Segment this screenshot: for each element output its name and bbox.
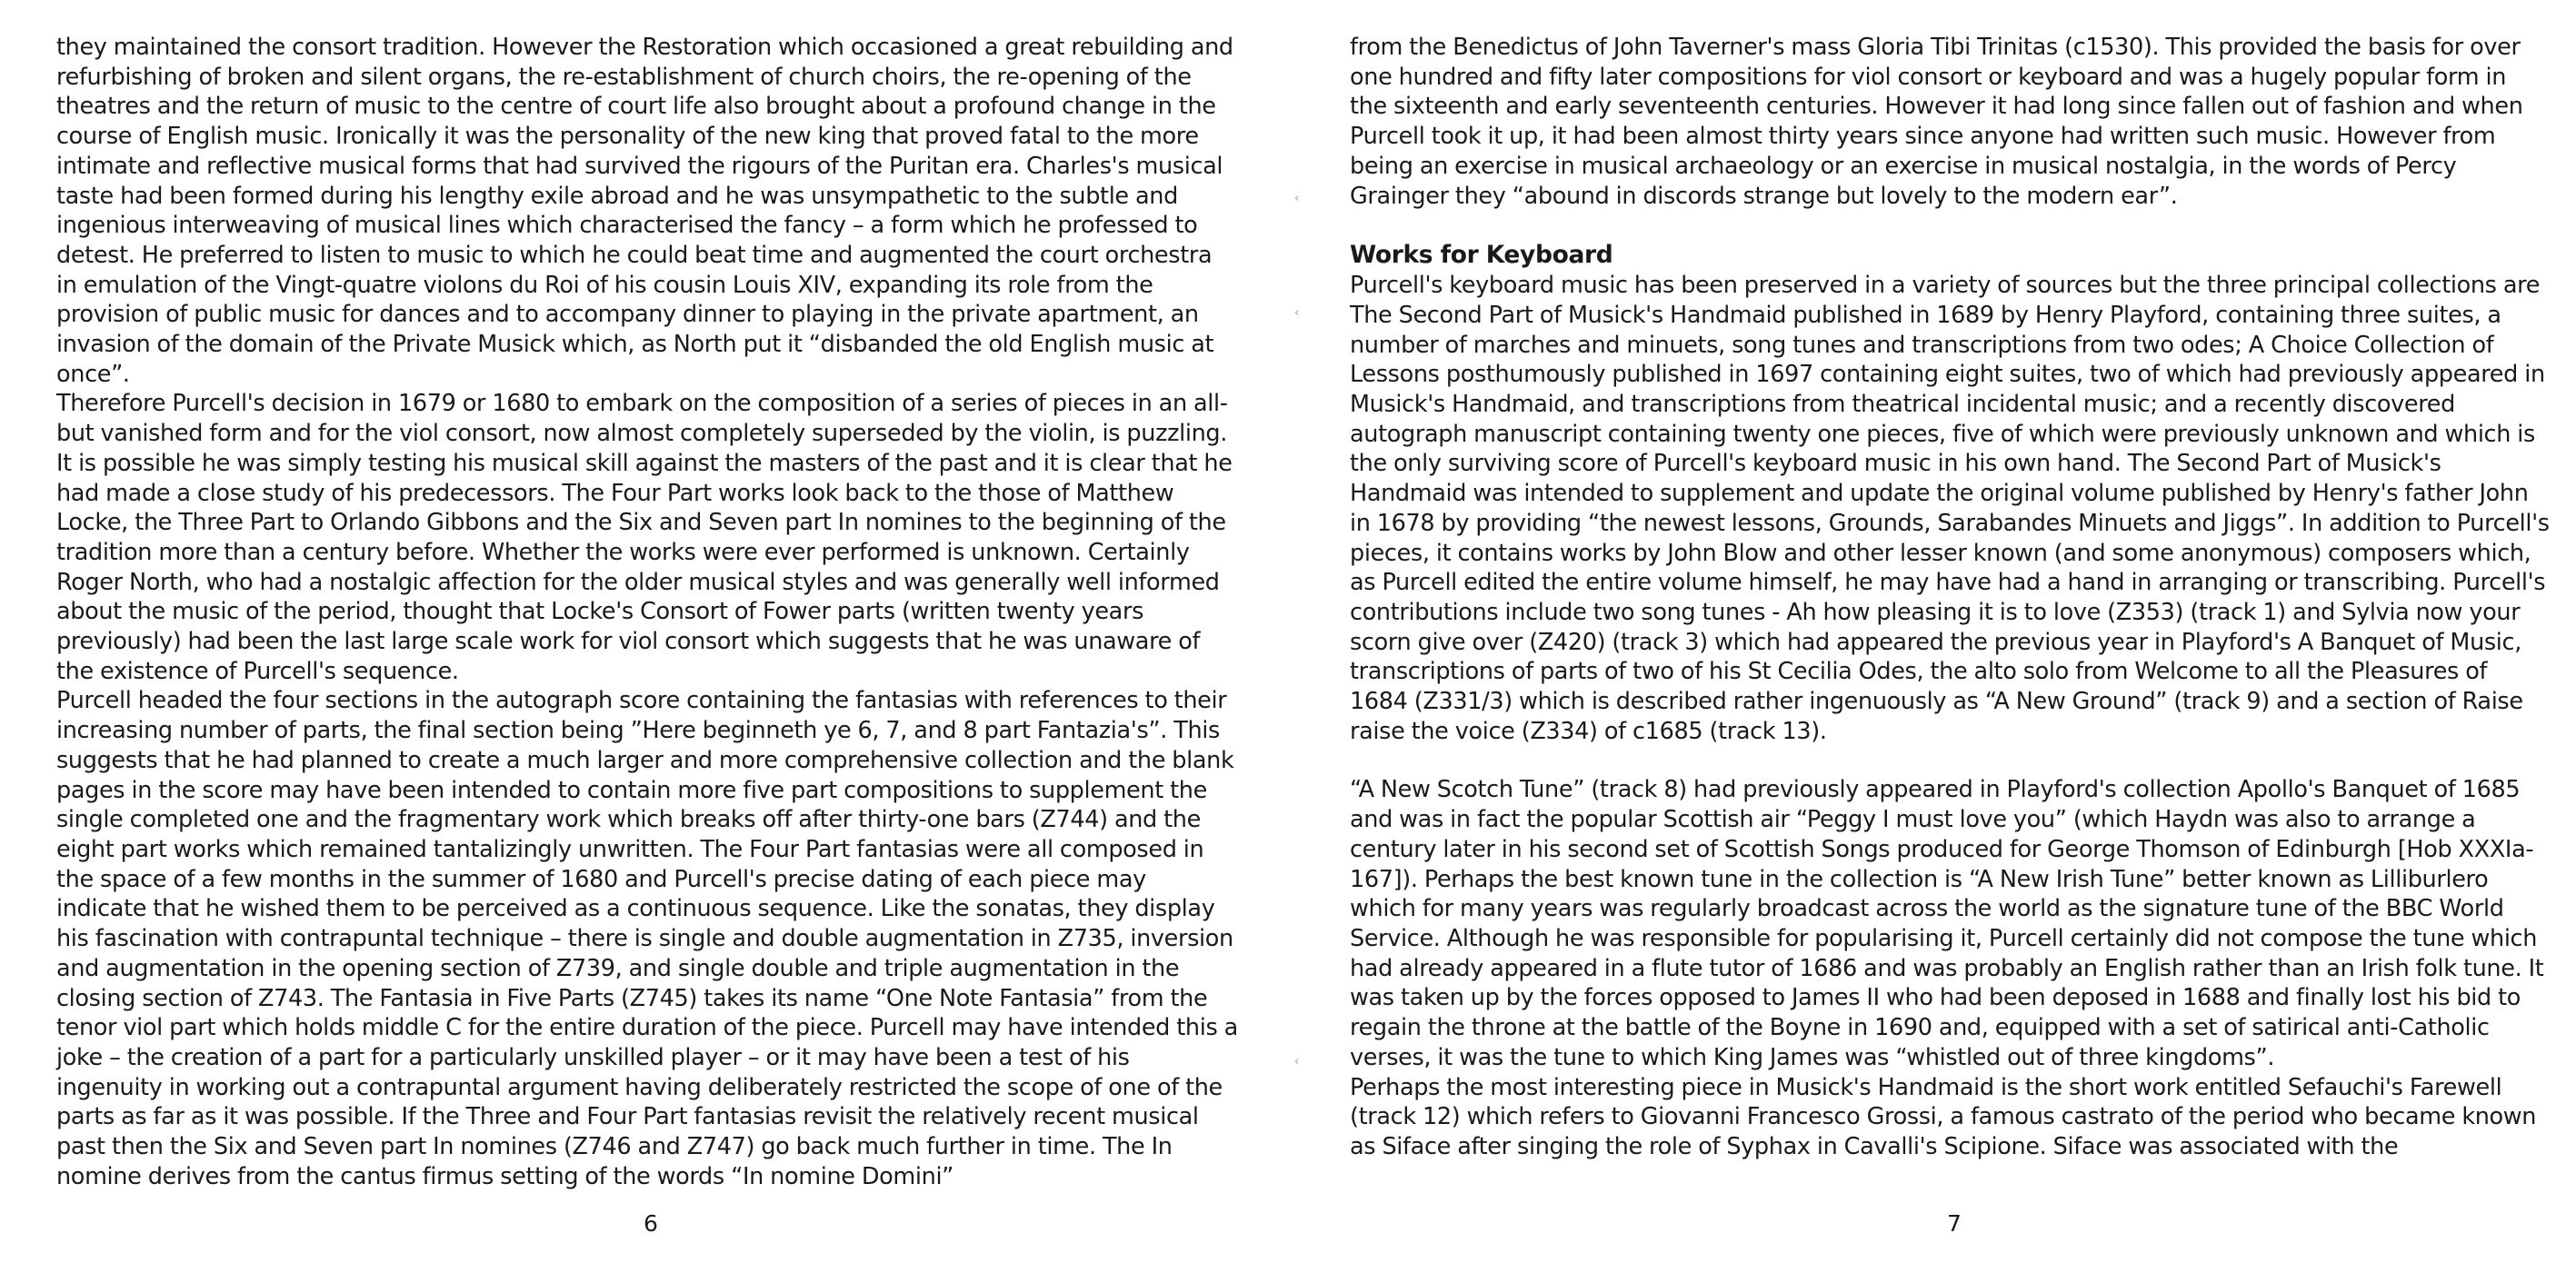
page-number-right: 7 [1947,1210,1962,1237]
right-text-column [1350,33,2550,1162]
section-heading: Works for Keyboard [1350,241,1613,270]
right-page [1288,0,2576,1273]
margin-mark: ‹ [1294,1055,1300,1069]
paragraph-restoration: they maintained the consort tradition. However the Restoration which occasioned a great rebuilding and refurbishing of broken and silent organs, the re-establishment of church choirs, the re-opening of the theatres and the return of music to the centre of court life also brought about a profound change in the course of English music. Ironically it was the personality of the new king that proved fatal to the more intimate and reflective musical forms that had survived the rigours of the Puritan era. Charles's musical taste had been formed during his lengthy exile abroad and he was unsympathetic to the subtle and ingenious interweaving of musical lines which characterised the fancy – a form which he professed to detest. He preferred to listen to music to which he could beat time and augmented the court orchestra in emulation of the Vingt-quatre violons du Roi of his cousin Louis XIV, expanding its role from the provision of public music for dances and to accompany dinner to playing in the private apartment, an invasion of the domain of the Private Musick which, as North put it “disbanded the old English music at once”. [56,34,1233,388]
paragraph-gap [1350,211,2550,240]
margin-mark: ‹ [1294,306,1300,320]
paragraph-sefauchi: Perhaps the most interesting piece in Musick's Handmaid is the short work entitled Sefauchi's Farewell (track 12) which refers to Giovanni Francesco Grossi, a famous castrato of the period who became known as Siface after singing the role of Syphax in Cavalli's Scipione. Siface was associated with the [1350,1073,2537,1160]
paragraph-purcell-decision: Therefore Purcell's decision in 1679 or 1680 to embark on the composition of a series of pieces in an all-but vanished form and for the viol consort, now almost completely superseded by the violin, is puzzling. It is possible he was simply testing his musical skill against the masters of the past and it is clear that he had made a close study of his predecessors. The Four Part works look back to the those of Matthew Locke, the Three Part to Orlando Gibbons and the Six and Seven part In nomines to the beginning of the tradition more than a century before. Whether the works were ever performed is unknown. Certainly Roger North, who had a nostalgic affection for the older musical styles and was generally well informed about the music of the period, thought that Locke's Consort of Fower parts (written twenty years previously) had been the last large scale work for viol consort which suggests that he was unaware of the existence of Purcell's sequence. [56,390,1233,685]
paragraph-autograph-score: Purcell headed the four sections in the autograph score containing the fantasias with references to their increasing number of parts, the final section being ”Here beginneth ye 6, 7, and 8 part Fantazia's”. This suggests that he had planned to create a much larger and more comprehensive collection and the blank pages in the score may have been intended to contain more five part compositions to supplement the single completed one and the fragmentary work which breaks off after thirty-one bars (Z744) and the eight part works which remained tantalizingly unwritten. The Four Part fantasias were all composed in the space of a few months in the summer of 1680 and Purcell's precise dating of each piece may indicate that he wished them to be perceived as a continuous sequence. Like the sonatas, they display his fascination with contrapuntal technique – there is single and double augmentation in Z735, inversion and augmentation in the opening section of Z739, and single double and triple augmentation in the closing section of Z743. The Fantasia in Five Parts (Z745) takes its name “One Note Fantasia” from the tenor viol part which holds middle C for the entire duration of the piece. Purcell may have intended this a joke – the creation of a part for a particularly unskilled player – or it may have been a test of his ingenuity in working out a contrapuntal argument having deliberately restricted the scope of one of the parts as far as it was possible. If the Three and Four Part fantasias revisit the relatively recent musical past then the Six and Seven part In nomines (Z746 and Z747) go back much further in time. The In nomine derives from the cantus firmus setting of the words “In nomine Domini” [56,687,1238,1190]
paragraph-benedictus: from the Benedictus of John Taverner's mass Gloria Tibi Trinitas (c1530). This provided the basis for over one hundred and fifty later compositions for viol consort or keyboard and was a hugely popular form in the sixteenth and early seventeenth centuries. However it had long since fallen out of fashion and when Purcell took it up, it had been almost thirty years since anyone had written such music. However from being an exercise in musical archaeology or an exercise in musical nostalgia, in the words of Percy Grainger they “abound in discords strange but lovely to the modern ear”. [1350,34,2523,210]
paragraph-gap [1350,746,2550,775]
paragraph-scotch-tune: “A New Scotch Tune” (track 8) had previously appeared in Playford's collection Apollo's Banquet of 1685 and was in fact the popular Scottish air “Peggy I must love you” (which Haydn was also to arrange a century later in his second set of Scottish Songs produced for George Thomson of Edinburgh [Hob XXXIa-167]). Perhaps the best known tune in the collection is “A New Irish Tune” better known as Lilliburlero which for many years was regularly broadcast across the world as the signature tune of the BBC World Service. Although he was responsible for popularising it, Purcell certainly did not compose the tune which had already appeared in a flute tutor of 1686 and was probably an English rather than an Irish folk tune. It was taken up by the forces opposed to James II who had been deposed in 1688 and finally lost his bid to regain the throne at the battle of the Boyne in 1690 and, equipped with a set of satirical anti-Catholic verses, it was the tune to which King James was “whistled out of three kingdoms”. [1350,776,2544,1071]
paragraph-keyboard-sources: Purcell's keyboard music has been preserved in a variety of sources but the three principal collections are The Second Part of Musick's Handmaid published in 1689 by Henry Playford, containing three suites, a number of marches and minuets, song tunes and transcriptions from two odes; A Choice Collection of Lessons posthumously published in 1697 containing eight suites, two of which had previously appeared in Musick's Handmaid, and transcriptions from theatrical incidental music; and a recently discovered autograph manuscript containing twenty one pieces, five of which were previously unknown and which is the only surviving score of Purcell's keyboard music in his own hand. The Second Part of Musick's Handmaid was intended to supplement and update the original volume published by Henry's father John in 1678 by providing “the newest lessons, Grounds, Sarabandes Minuets and Jiggs”. In addition to Purcell's pieces, it contains works by John Blow and other lesser known (and some anonymous) composers which, as Purcell edited the entire volume himself, he may have had a hand in arranging or transcribing. Purcell's contributions include two song tunes - Ah how pleasing it is to love (Z353) (track 1) and Sylvia now your scorn give over (Z420) (track 3) which had appeared the previous year in Playford's A Banquet of Music, transcriptions of parts of two of his St Cecilia Odes, the alto solo from Welcome to all the Pleasures of 1684 (Z331/3) which is described rather ingenuously as “A New Ground” (track 9) and a section of Raise raise the voice (Z334) of c1685 (track 13). [1350,272,2550,745]
page-number-left: 6 [644,1210,658,1237]
margin-mark: ‹ [1294,192,1300,205]
left-text-column [56,33,1238,1191]
